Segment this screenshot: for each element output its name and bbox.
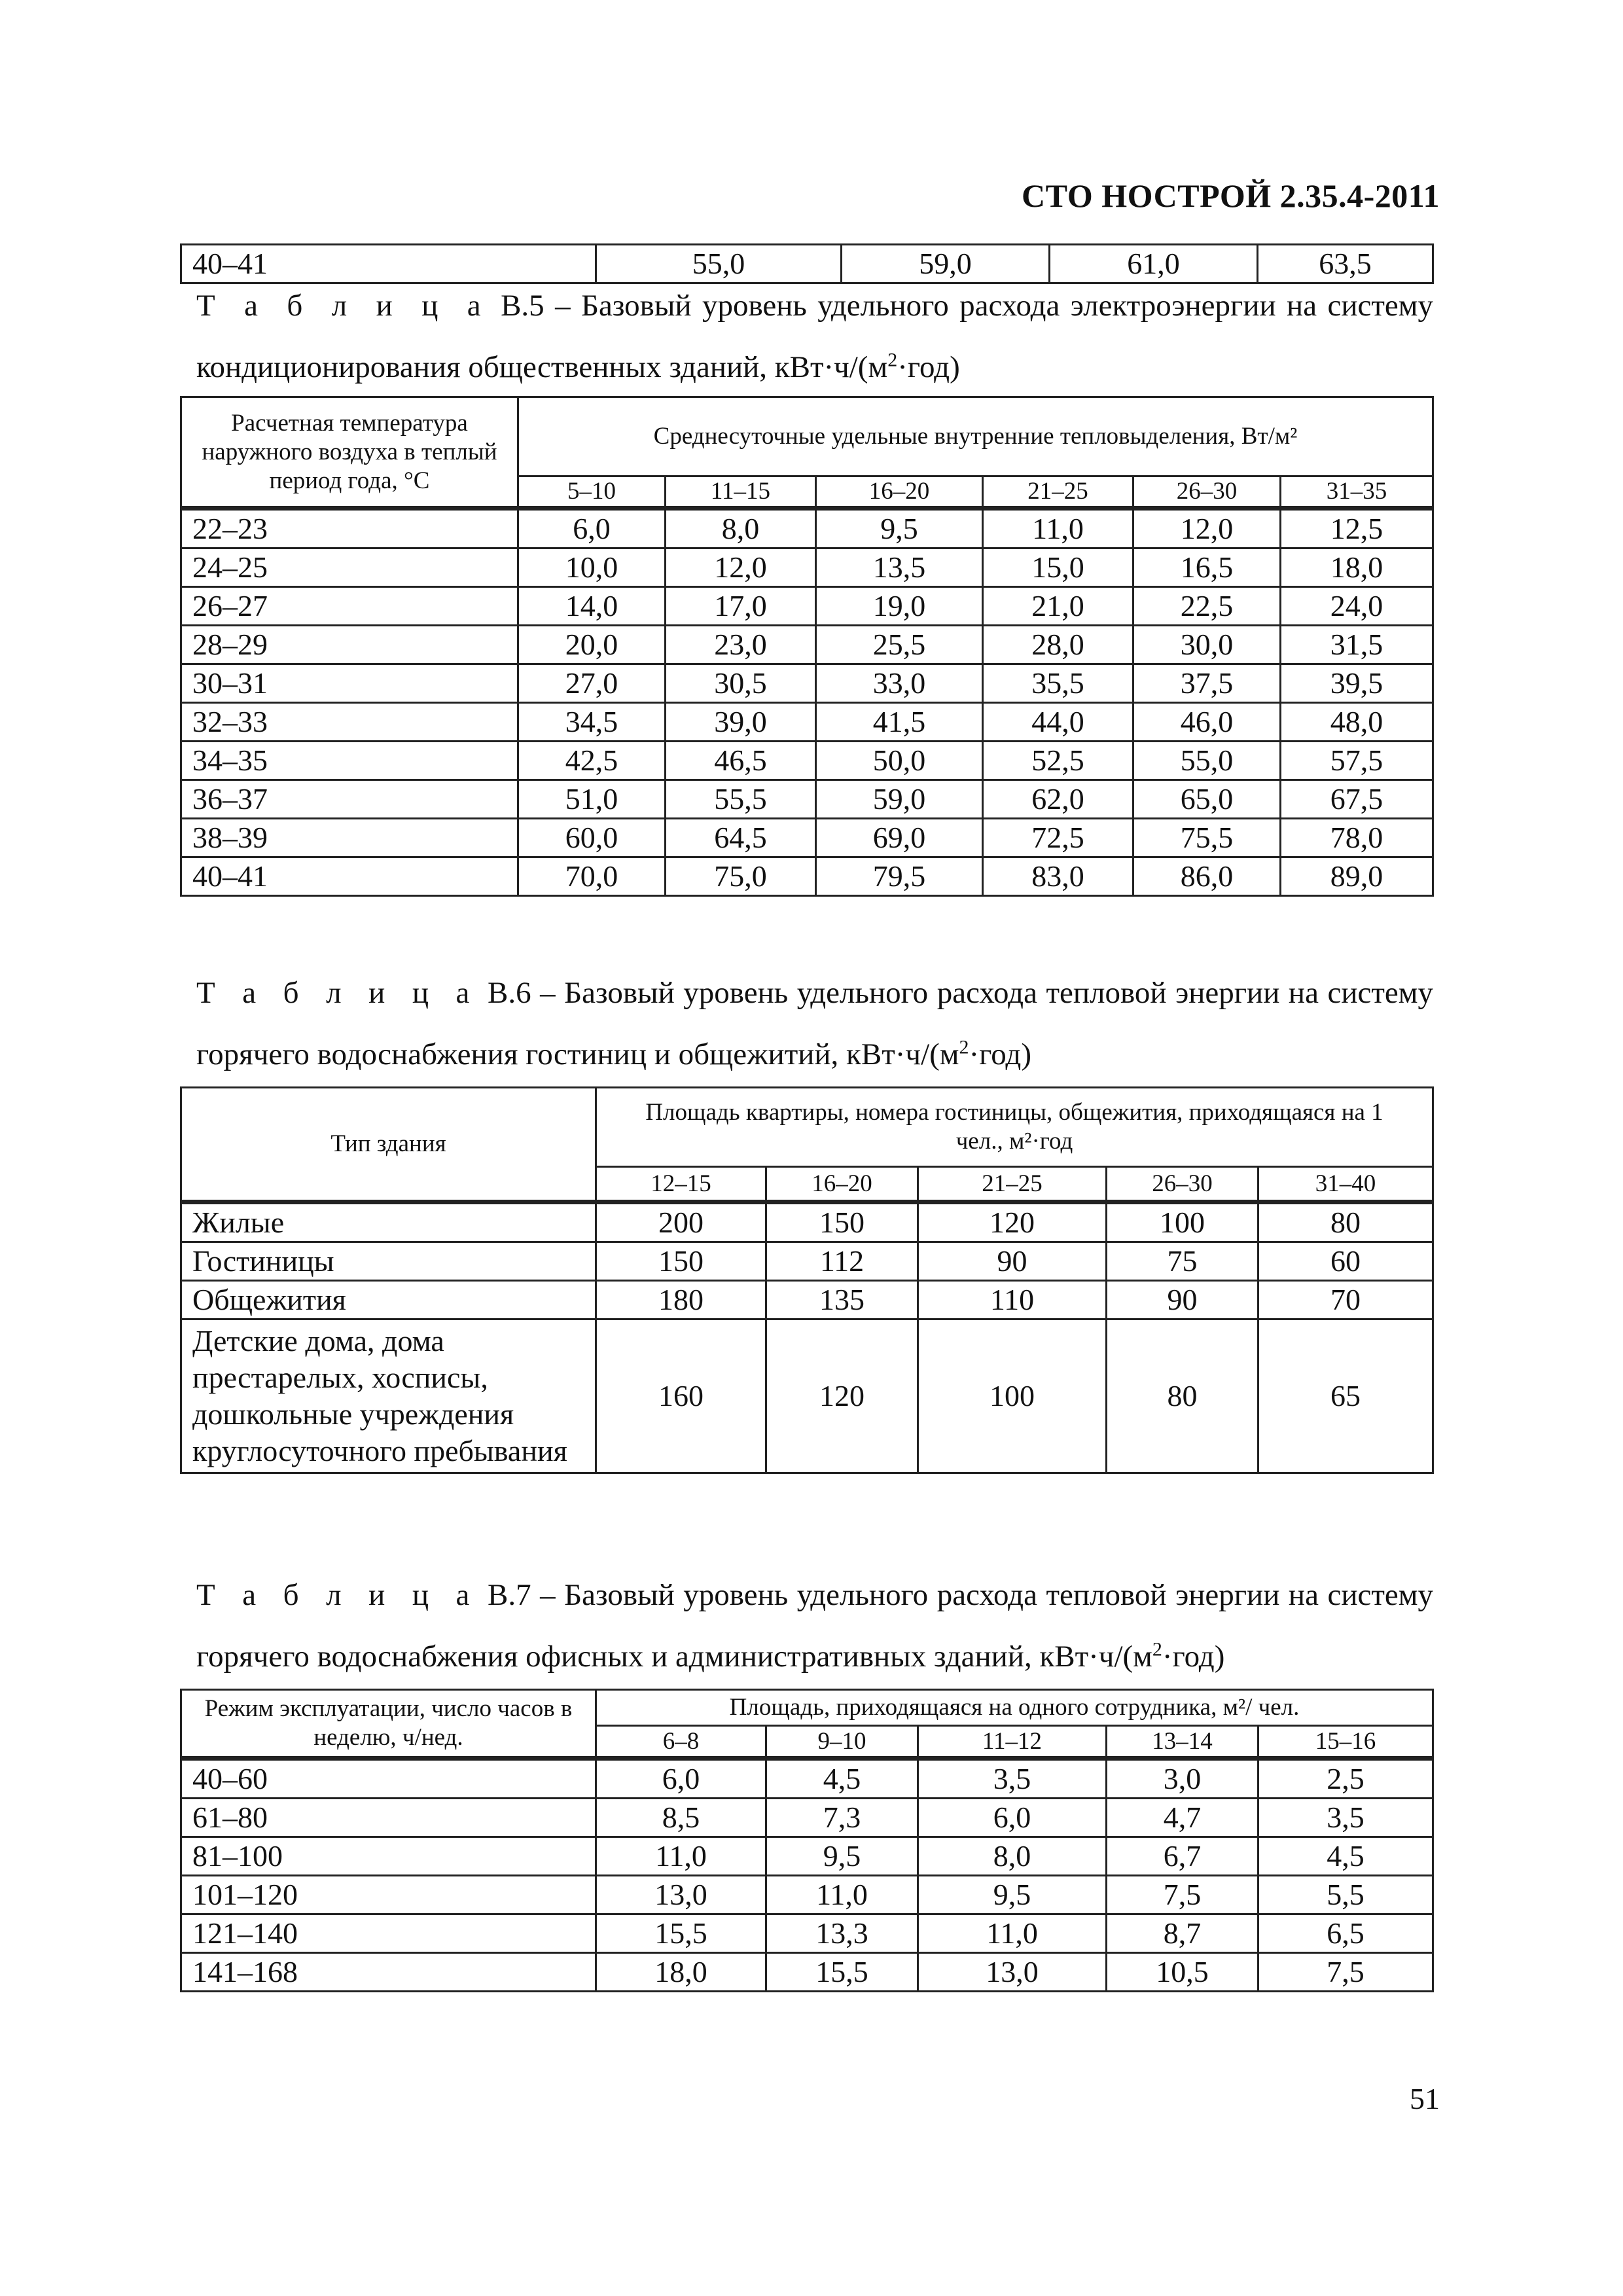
table-cell: 112 [766,1242,918,1281]
table-row [181,1759,1433,1799]
table-cell: 135 [766,1281,918,1319]
row-label: Детские дома, дома престарелых, хосписы, дошкольные учреждения круглосуточного пребывания [181,1319,596,1473]
caption-sup: 2 [959,1036,969,1058]
table-cell: 6,0 [518,509,666,548]
column-header: 6–8 [596,1726,766,1759]
table-cell: 17,0 [666,587,816,626]
table-cell: 62,0 [983,780,1133,819]
table-b6 [180,1086,1434,1474]
cell: 59,0 [842,245,1050,283]
table-cell: 55,5 [666,780,816,819]
table-cell: 70 [1258,1281,1433,1319]
table-row [181,626,1433,664]
table-cell: 39,0 [666,703,816,742]
row-label: Общежития [181,1281,596,1319]
table-cell: 12,0 [1133,509,1281,548]
caption-end: ·год) [1162,1640,1225,1674]
row-label: 40–41 [181,857,518,896]
caption-text: В.7 – Базовый уровень удельного расхода тепловой энергии на систему горячего водоснабжения офисных и административных зданий, кВт·ч/(м [196,1578,1433,1674]
table-cell: 6,5 [1258,1914,1433,1953]
table-cell: 60 [1258,1242,1433,1281]
table-cell: 90 [918,1242,1107,1281]
table-cell: 7,5 [1107,1876,1258,1914]
table-cell: 7,3 [766,1799,918,1837]
table-cell: 8,0 [918,1837,1107,1876]
table-cell: 180 [596,1281,766,1319]
table-cell: 160 [596,1319,766,1473]
table-row [181,1837,1433,1876]
row-label: 141–168 [181,1953,596,1992]
table-cell: 11,0 [596,1837,766,1876]
table-cell: 13,0 [596,1876,766,1914]
table-cell: 10,5 [1107,1953,1258,1992]
column-header: 12–15 [596,1167,766,1202]
table-cell: 19,0 [816,587,983,626]
row-label: 40–60 [181,1759,596,1799]
column-header: 26–30 [1133,476,1281,509]
table-cell: 9,5 [766,1837,918,1876]
table-cell: 67,5 [1281,780,1433,819]
table-cell: 65 [1258,1319,1433,1473]
cell: 55,0 [596,245,842,283]
table-cell: 55,0 [1133,742,1281,780]
table-b7-caption [196,1564,1433,1687]
table-cell: 60,0 [518,819,666,857]
table-cell: 10,0 [518,548,666,587]
table-cell: 11,0 [766,1876,918,1914]
table-cell: 39,5 [1281,664,1433,703]
table-cell: 78,0 [1281,819,1433,857]
table-row [181,587,1433,626]
table-cell: 8,5 [596,1799,766,1837]
table-cell: 83,0 [983,857,1133,896]
document-header: СТО НОСТРОЙ 2.35.4-2011 [1022,177,1440,214]
row-label: 28–29 [181,626,518,664]
table-cell: 9,5 [816,509,983,548]
column-header: 11–12 [918,1726,1107,1759]
table-cell: 11,0 [918,1914,1107,1953]
table-cell: 57,5 [1281,742,1433,780]
table-cell: 50,0 [816,742,983,780]
table-cell: 69,0 [816,819,983,857]
row-label: 81–100 [181,1837,596,1876]
row-label: 34–35 [181,742,518,780]
table-cell: 27,0 [518,664,666,703]
table-b7-body [181,1759,1433,1992]
table-cell: 46,5 [666,742,816,780]
table-cell: 89,0 [1281,857,1433,896]
table-cell: 35,5 [983,664,1133,703]
table-cell: 7,5 [1258,1953,1433,1992]
table-cell: 42,5 [518,742,666,780]
table-cell: 23,0 [666,626,816,664]
row-label: Жилые [181,1202,596,1242]
table-cell: 150 [766,1202,918,1242]
row-label: 61–80 [181,1799,596,1837]
table-cell: 2,5 [1258,1759,1433,1799]
table-cell: 24,0 [1281,587,1433,626]
table-cell: 15,0 [983,548,1133,587]
table-cell: 4,5 [766,1759,918,1799]
table-cell: 59,0 [816,780,983,819]
caption-sup: 2 [1152,1638,1162,1660]
table-cell: 79,5 [816,857,983,896]
table-cell: 100 [918,1319,1107,1473]
caption-prefix: Т а б л и ц а [196,976,479,1010]
table-cell: 21,0 [983,587,1133,626]
column-header: 15–16 [1258,1726,1433,1759]
caption-prefix: Т а б л и ц а [196,289,490,323]
table-b5-body [181,509,1433,896]
table-cell: 3,5 [918,1759,1107,1799]
table-cell: 80 [1107,1319,1258,1473]
page-number: 51 [1410,2082,1440,2115]
table-b6-caption [196,962,1433,1085]
caption-text: В.6 – Базовый уровень удельного расхода тепловой энергии на систему горячего водоснабжения гостиниц и общежитий, кВт·ч/(м [196,976,1433,1071]
table-row [181,780,1433,819]
column-header: 31–40 [1258,1167,1433,1202]
table-cell: 90 [1107,1281,1258,1319]
table-cell: 80 [1258,1202,1433,1242]
row-label: 38–39 [181,819,518,857]
table-cell: 18,0 [1281,548,1433,587]
table-cell: 75 [1107,1242,1258,1281]
row-label: 30–31 [181,664,518,703]
table-cell: 4,5 [1258,1837,1433,1876]
table-row [181,857,1433,896]
caption-end: ·год) [897,350,960,384]
cell: 63,5 [1258,245,1433,283]
row-label: 101–120 [181,1876,596,1914]
table-cell: 64,5 [666,819,816,857]
table-cell: 75,0 [666,857,816,896]
table-cell: 4,7 [1107,1799,1258,1837]
column-header: 21–25 [983,476,1133,509]
table-cell: 6,7 [1107,1837,1258,1876]
table-row [181,703,1433,742]
table-b5-group-header: Среднесуточные удельные внутренние тепловыделения, Вт/м² [518,397,1433,476]
row-label: 26–27 [181,587,518,626]
table-b7-row-header: Режим эксплуатации, число часов в неделю, ч/нед. [181,1690,596,1759]
table-b6-row-header: Тип здания [181,1088,596,1202]
table-b5 [180,396,1434,897]
table-cell: 46,0 [1133,703,1281,742]
row-label: 22–23 [181,509,518,548]
table-row [181,1799,1433,1837]
table-cell: 6,0 [596,1759,766,1799]
table-cell: 12,5 [1281,509,1433,548]
table-cell: 150 [596,1242,766,1281]
row-label: Гостиницы [181,1242,596,1281]
caption-end: ·год) [969,1037,1031,1071]
column-header: 16–20 [816,476,983,509]
column-header: 5–10 [518,476,666,509]
table-cell: 11,0 [983,509,1133,548]
table-row [181,742,1433,780]
table-cell: 100 [1107,1202,1258,1242]
column-header: 9–10 [766,1726,918,1759]
table-cell: 51,0 [518,780,666,819]
table-row [181,1319,1433,1473]
table-b7-group-header: Площадь, приходящаяся на одного сотрудника, м²/ чел. [596,1690,1433,1726]
table-cell: 6,0 [918,1799,1107,1837]
column-header: 21–25 [918,1167,1107,1202]
row-label: 121–140 [181,1914,596,1953]
table-cell: 37,5 [1133,664,1281,703]
table-cell: 13,5 [816,548,983,587]
table-cell: 14,0 [518,587,666,626]
table-cell: 110 [918,1281,1107,1319]
table-row [181,1914,1433,1953]
table-cell: 22,5 [1133,587,1281,626]
table-cell: 3,5 [1258,1799,1433,1837]
table-cell: 200 [596,1202,766,1242]
table-cell: 86,0 [1133,857,1281,896]
table-cell: 5,5 [1258,1876,1433,1914]
table-row [181,1242,1433,1281]
cell: 61,0 [1050,245,1258,283]
column-header: 16–20 [766,1167,918,1202]
table-row [181,1953,1433,1992]
table-b5-row-header: Расчетная температура наружного воздуха в теплый период года, °С [181,397,518,509]
caption-text: В.5 – Базовый уровень удельного расхода электроэнергии на систему кондиционирования общественных зданий, кВт·ч/(м [196,289,1433,384]
table-cell: 48,0 [1281,703,1433,742]
row-label: 40–41 [181,245,596,283]
table-cell: 75,5 [1133,819,1281,857]
table-cell: 3,0 [1107,1759,1258,1799]
column-header: 13–14 [1107,1726,1258,1759]
table-row [181,664,1433,703]
table-cell: 15,5 [596,1914,766,1953]
row-label: 36–37 [181,780,518,819]
column-header: 11–15 [666,476,816,509]
table-row [181,1876,1433,1914]
table-cell: 9,5 [918,1876,1107,1914]
table-cell: 13,0 [918,1953,1107,1992]
table-cell: 41,5 [816,703,983,742]
caption-prefix: Т а б л и ц а [196,1578,479,1612]
table-b5-caption [196,275,1433,398]
table-cell: 15,5 [766,1953,918,1992]
table-cell: 8,7 [1107,1914,1258,1953]
table-cell: 31,5 [1281,626,1433,664]
table-cell: 30,0 [1133,626,1281,664]
table-cell: 30,5 [666,664,816,703]
table-cell: 16,5 [1133,548,1281,587]
table-cell: 34,5 [518,703,666,742]
row-label: 24–25 [181,548,518,587]
row-label: 32–33 [181,703,518,742]
table-cell: 33,0 [816,664,983,703]
table-b6-body [181,1202,1433,1473]
table-cell: 72,5 [983,819,1133,857]
table-cell: 12,0 [666,548,816,587]
table-cell: 120 [766,1319,918,1473]
table-row [181,819,1433,857]
table-row [181,1202,1433,1242]
table-cell: 70,0 [518,857,666,896]
table-cell: 8,0 [666,509,816,548]
table-row [181,1281,1433,1319]
table-cell: 120 [918,1202,1107,1242]
table-cell: 13,3 [766,1914,918,1953]
table-b6-group-header: Площадь квартиры, номера гостиницы, общежития, приходящаяся на 1 чел., м²·год [596,1088,1433,1167]
caption-sup: 2 [887,349,898,371]
table-cell: 65,0 [1133,780,1281,819]
column-header: 26–30 [1107,1167,1258,1202]
table-cell: 20,0 [518,626,666,664]
table-row [181,548,1433,587]
table-row [181,509,1433,548]
table-cell: 52,5 [983,742,1133,780]
table-cell: 44,0 [983,703,1133,742]
table-b7 [180,1689,1434,1992]
column-header: 31–35 [1281,476,1433,509]
table-cell: 18,0 [596,1953,766,1992]
table-cell: 28,0 [983,626,1133,664]
table-cell: 25,5 [816,626,983,664]
